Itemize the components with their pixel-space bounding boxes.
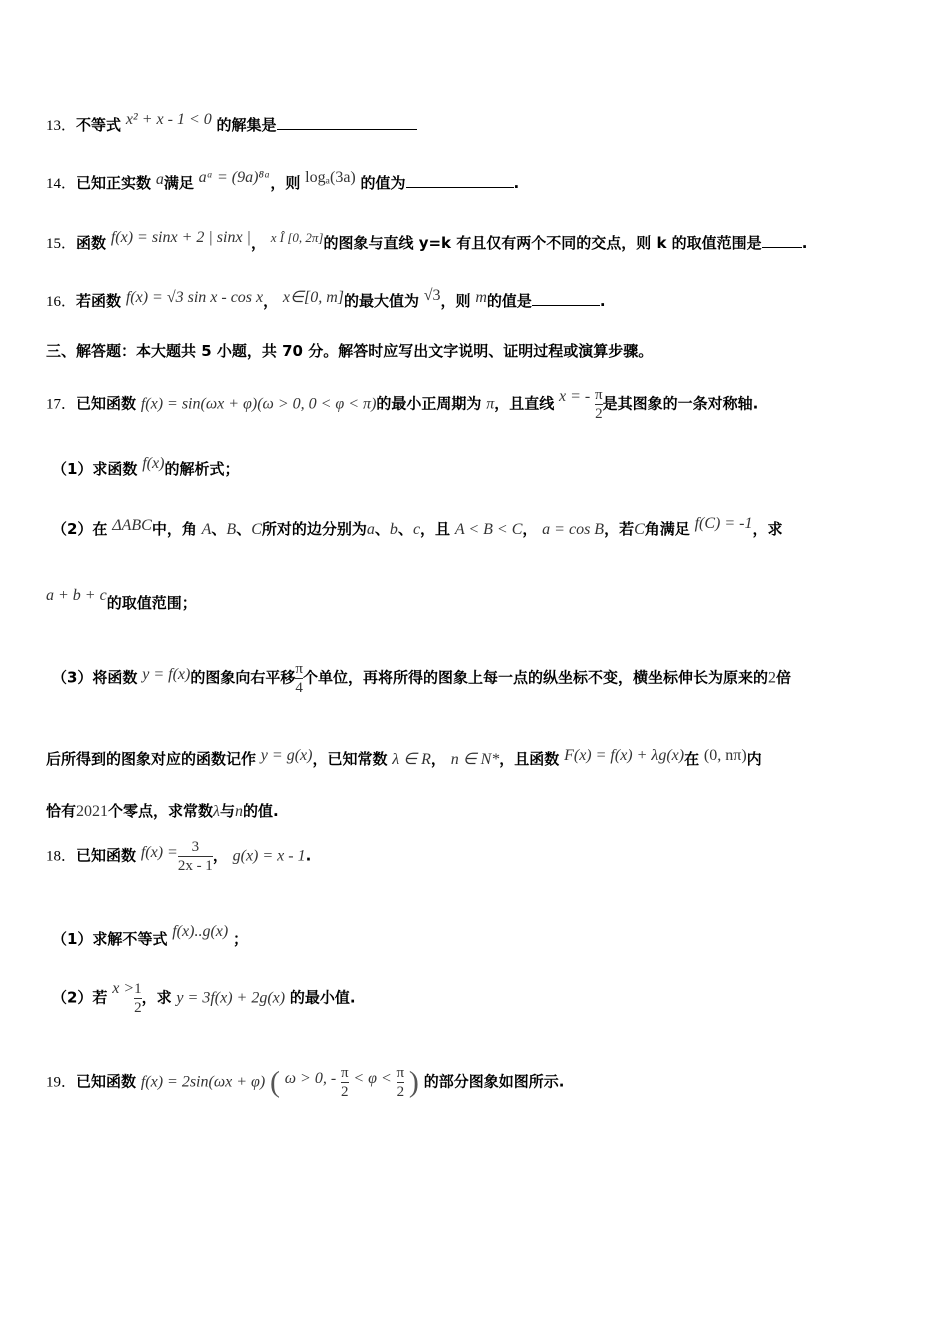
question-number: 13． (46, 118, 77, 134)
formula: x² + x - 1 < 0 (125, 111, 212, 128)
answer-blank[interactable] (277, 115, 417, 130)
separator: ， (250, 234, 266, 252)
question-17-part-3 (52, 660, 791, 697)
formula: < φ < (353, 1069, 392, 1087)
question-text: 中，角 (151, 520, 197, 538)
question-text: ，求 (141, 988, 172, 1007)
part-label: （2）在 (52, 520, 108, 538)
separator: 、 (374, 520, 390, 538)
formula: ω > 0, - (284, 1069, 337, 1087)
question-17-part-1 (52, 455, 240, 479)
formula: f(x) = sinx + 2 | sinx | (110, 229, 251, 246)
question-text: 恰有 (46, 802, 77, 820)
variable: c (412, 521, 421, 538)
numerator: π (396, 1065, 405, 1081)
formula: aᵃ = (9a)⁸ᵃ (198, 169, 271, 186)
separator: 、 (397, 520, 413, 538)
formula: f(x)..g(x) (172, 923, 229, 940)
question-text: 与 (219, 802, 235, 820)
section-heading: 三、解答题：本大题共 5 小题，共 70 分。解答时应写出文字说明、证明过程或演算步骤。 (46, 342, 654, 360)
variable: b (389, 521, 398, 538)
question-13 (46, 111, 417, 135)
question-18-part-2 (52, 980, 356, 1017)
formula: (0, nπ) (703, 747, 747, 764)
question-16 (46, 287, 606, 311)
question-text: 已知正实数 (76, 174, 152, 192)
denominator: 2 (340, 1084, 349, 1100)
numerator: π (340, 1065, 349, 1081)
period: . (305, 846, 312, 865)
denominator: 2 (396, 1084, 405, 1100)
answer-blank[interactable] (762, 233, 802, 248)
value: 2 (767, 669, 776, 687)
fraction (295, 660, 303, 697)
question-number: 18． (46, 848, 77, 865)
variable: λ (213, 803, 220, 820)
variable: C (251, 521, 262, 538)
question-number: 15． (46, 236, 77, 252)
formula: λ ∈ R (392, 751, 431, 768)
formula: f(x) (142, 455, 165, 472)
part-label: （2）若 (52, 988, 108, 1007)
question-text: 的最小正周期为 (376, 394, 482, 413)
variable: A (201, 521, 212, 538)
period: . (599, 292, 606, 310)
question-17-part-3-cont (46, 748, 762, 769)
question-text: 所对的边分别为 (261, 520, 367, 538)
answer-blank[interactable] (532, 291, 600, 306)
left-paren: ( (269, 1065, 280, 1099)
question-text: 的值是 (486, 292, 532, 310)
question-text: 的值. (242, 802, 279, 820)
period: . (801, 234, 808, 252)
fraction (178, 838, 213, 875)
question-text: 的图象与直线 y=k 有且仅有两个不同的交点，则 k 的取值范围是 (323, 234, 762, 252)
question-text: 的最大值为 (343, 292, 419, 310)
question-text: 在 (684, 750, 700, 768)
question-text: 的最小值. (289, 988, 356, 1007)
value: √3 (423, 287, 441, 304)
question-text: ，且函数 (499, 750, 560, 768)
formula: y = 3f(x) + 2g(x) (176, 989, 286, 1007)
numerator: 1 (134, 981, 142, 997)
question-18 (46, 838, 311, 875)
separator: ， (263, 292, 279, 310)
question-text: 的值为 (360, 174, 406, 192)
domain: x∈[0, m] (282, 289, 344, 306)
question-19 (46, 1064, 564, 1101)
formula: n ∈ N* (450, 751, 500, 768)
fraction (397, 1064, 405, 1101)
question-text: 若函数 (76, 292, 122, 310)
formula: logₐ(3a) (305, 169, 356, 186)
denominator: 2 (595, 406, 603, 422)
formula: a = cos B (542, 521, 605, 538)
formula: F(x) = f(x) + λg(x) (564, 747, 685, 764)
question-18-part-1 (52, 923, 248, 949)
question-text: 内 (746, 750, 762, 768)
formula: g(x) = x - 1 (232, 847, 306, 865)
part-label: （1）求函数 (52, 460, 138, 478)
question-text: 后所得到的图象对应的函数记作 (46, 750, 257, 768)
formula: ΔABC (112, 517, 152, 534)
answer-blank[interactable] (406, 173, 514, 188)
question-text: 的图象向右平移 (190, 668, 296, 687)
question-text: 个零点，求常数 (108, 802, 214, 820)
denominator: 2 (134, 1000, 142, 1016)
domain: x Î [0, 2π] (270, 230, 324, 245)
question-text: 的解析式； (164, 460, 240, 478)
fraction (595, 386, 603, 423)
separator: ， (212, 846, 228, 865)
variable: B (226, 521, 237, 538)
formula: f(x) = (140, 843, 178, 861)
question-text: 不等式 (76, 116, 122, 134)
question-text: ，且 (420, 520, 451, 538)
question-number: 19． (46, 1074, 77, 1091)
separator: ， (522, 520, 538, 538)
question-text: ，求 (752, 520, 783, 538)
numerator: π (595, 387, 603, 403)
question-text: 角满足 (644, 520, 690, 538)
numerator: π (295, 661, 303, 677)
formula: x = - (559, 387, 591, 405)
question-text: ，若 (604, 520, 635, 538)
variable: n (234, 803, 243, 820)
question-number: 14． (46, 176, 77, 192)
question-text: 已知函数 (76, 394, 137, 413)
formula: a + b + c (46, 587, 107, 604)
question-text: 的解集是 (216, 116, 277, 134)
question-text: ，则 (440, 292, 471, 310)
question-text: 是其图象的一条对称轴. (602, 394, 759, 413)
question-text: 的部分图象如图所示. (423, 1072, 565, 1091)
formula: y = f(x) (142, 665, 191, 683)
question-17-part-2-cont (46, 587, 197, 613)
separator: ， (430, 750, 446, 768)
question-17-part-2 (52, 515, 783, 539)
question-15 (46, 229, 808, 253)
question-text: ，且直线 (494, 394, 555, 413)
question-text: 函数 (76, 234, 107, 252)
variable: a (155, 171, 164, 188)
formula: y = g(x) (260, 747, 313, 764)
right-paren: ) (408, 1065, 419, 1099)
part-label: （1）求解不等式 (52, 930, 168, 948)
question-text: ，则 (270, 174, 301, 192)
formula: f(x) = 2sin(ωx + φ) (140, 1073, 266, 1091)
variable: C (634, 521, 645, 538)
question-text: 满足 (163, 174, 194, 192)
separator: 、 (211, 520, 227, 538)
question-text: ，已知常数 (312, 750, 388, 768)
part-label: （3）将函数 (52, 668, 138, 687)
separator: 、 (236, 520, 252, 538)
question-14 (46, 169, 520, 193)
fraction (341, 1064, 349, 1101)
denominator: 2x - 1 (177, 858, 213, 874)
question-text: 个单位，再将所得的图象上每一点的纵坐标不变，横坐标伸长为原来的 (302, 668, 768, 687)
numerator: 3 (191, 839, 200, 855)
formula: A < B < C (454, 521, 523, 538)
formula: f(x) = √3 sin x - cos x (125, 289, 264, 306)
formula: f(x) = sin(ωx + φ)(ω > 0, 0 < φ < π) (140, 395, 377, 413)
question-text: 已知函数 (76, 1072, 137, 1091)
value: 2021 (76, 803, 109, 820)
fraction (134, 980, 142, 1017)
question-17 (46, 386, 758, 423)
formula: f(C) = -1 (694, 515, 753, 532)
denominator: 4 (295, 680, 303, 696)
variable: a (366, 521, 375, 538)
question-text: 倍 (775, 668, 791, 687)
period: . (513, 174, 520, 192)
question-text: 已知函数 (76, 846, 137, 865)
formula: x > (112, 979, 135, 997)
question-number: 17． (46, 396, 77, 413)
question-number: 16． (46, 294, 77, 310)
period-value: π (486, 395, 495, 413)
question-17-part-3-cont2 (46, 800, 279, 821)
separator: ； (232, 930, 248, 948)
question-text: 的取值范围； (106, 594, 197, 612)
variable: m (475, 289, 487, 306)
